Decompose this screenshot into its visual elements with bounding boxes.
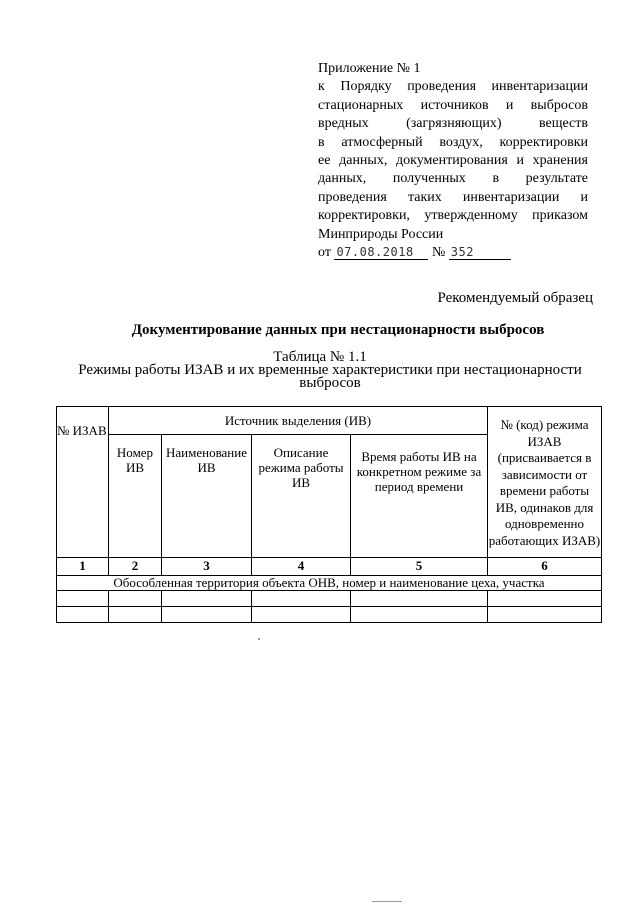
- appendix-line: ее данных, документирования и хранения: [318, 153, 588, 169]
- section-row: Обособленная территория объекта ОНВ, номер и наименование цеха, участка: [57, 576, 602, 591]
- table-caption: Режимы работы ИЗАВ и их временные характеристики при нестационарности выбросов: [78, 362, 582, 391]
- table-row: [57, 607, 602, 623]
- header-source-number: Номер ИВ: [109, 435, 162, 558]
- number-prefix: №: [431, 245, 446, 261]
- scan-artifact: [372, 901, 402, 902]
- table-cell: [57, 607, 109, 623]
- date-prefix: от: [318, 245, 331, 261]
- modes-table: [56, 406, 602, 623]
- table-cell: [162, 607, 252, 623]
- appendix-line: в атмосферный воздух, корректировки: [318, 134, 588, 150]
- appendix-ministry: Минприроды России: [318, 226, 444, 242]
- recommended-sample-label: Рекомендуемый образец: [437, 290, 593, 306]
- column-number: 4: [252, 558, 351, 576]
- document-heading: Документирование данных при нестационарности выбросов: [131, 322, 545, 338]
- order-date: 07.08.2018: [334, 245, 428, 260]
- table-cell: [57, 591, 109, 607]
- column-number: 1: [57, 558, 109, 576]
- appendix-title: Приложение № 1: [318, 61, 421, 76]
- column-number: 5: [351, 558, 488, 576]
- header-source-group: Источник выделения (ИВ): [109, 407, 488, 435]
- table-cell: [351, 591, 488, 607]
- appendix-line: стационарных источников и выбросов: [318, 97, 588, 113]
- column-number: 3: [162, 558, 252, 576]
- table-row: [57, 591, 602, 607]
- scan-artifact: [258, 638, 260, 640]
- header-source-mode: Описание режима работы ИВ: [252, 435, 351, 558]
- appendix-line: к Порядку проведения инвентаризации: [318, 79, 588, 95]
- table-cell: [252, 607, 351, 623]
- column-number: 2: [109, 558, 162, 576]
- appendix-block: [318, 60, 588, 262]
- order-number: 352: [449, 245, 511, 260]
- table-cell: [109, 607, 162, 623]
- header-source-time: Время работы ИВ на конкретном режиме за период времени: [351, 435, 488, 558]
- table-cell: [109, 591, 162, 607]
- appendix-date-line: [318, 244, 588, 262]
- appendix-line: данных, полученных в результате: [318, 171, 588, 187]
- header-source-name: Наименование ИВ: [162, 435, 252, 558]
- appendix-line: корректировки, утвержденному приказом: [318, 208, 588, 224]
- header-izav-number: № ИЗАВ: [57, 407, 109, 558]
- header-mode-code: № (код) режима ИЗАВ (присваивается в зависимости от времени работы ИВ, одинаков для одновременно работающих ИЗАВ): [488, 407, 602, 558]
- appendix-line: вредных (загрязняющих) веществ: [318, 116, 588, 132]
- table-cell: [162, 591, 252, 607]
- column-number: 6: [488, 558, 602, 576]
- table-cell: [488, 607, 602, 623]
- table-cell: [488, 591, 602, 607]
- table-cell: [252, 591, 351, 607]
- appendix-line: проведения таких инвентаризации и: [318, 189, 588, 205]
- table-cell: [351, 607, 488, 623]
- table-number: Таблица № 1.1: [273, 349, 367, 365]
